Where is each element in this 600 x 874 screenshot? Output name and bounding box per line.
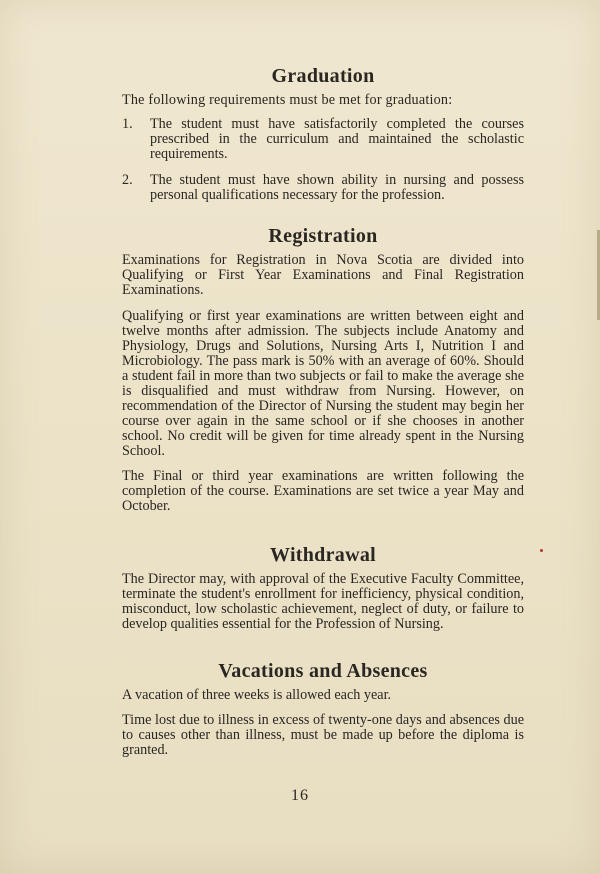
vacations-paragraph: Time lost due to illness in excess of twenty-one days and absences due to causes other than illness, must be made up before the diploma is granted.: [122, 712, 524, 758]
list-item-text: The student must have shown ability in nursing and possess personal qualifications necessary for the profession.: [150, 172, 524, 203]
graduation-intro: The following requirements must be met for graduation:: [122, 92, 453, 108]
page-content: [122, 60, 524, 758]
registration-paragraph: Examinations for Registration in Nova Scotia are divided into Qualifying or First Year Examinations and Final Registration Examinations.: [122, 252, 524, 298]
registration-heading: Registration: [268, 225, 378, 247]
page-number: 16: [291, 787, 309, 804]
list-item-number: 1.: [122, 116, 133, 132]
registration-paragraph: The Final or third year examinations are written following the completion of the course. Examinations are set twice a year May and October.: [122, 468, 524, 514]
list-item-text: The student must have satisfactorily completed the courses prescribed in the curriculum and maintained the scholastic requirements.: [150, 116, 524, 162]
ink-speck: [540, 549, 543, 552]
registration-paragraph: Qualifying or first year examinations are written between eight and twelve months after admission. The subjects include Anatomy and Physiology, Drugs and Solutions, Nursing Arts I, Nutrition I and Microbiology. The pass mark is 50% with an average of 60%. Should a student fail in more than two subjects or fail to make the average she is disqualified and must withdraw from Nursing. However, on recommendation of the Director of Nursing the student may begin her course over again in the same school or if she chooses in another school. No credit will be given for time already spent in the Nursing School.: [122, 308, 524, 459]
list-item: [122, 117, 524, 162]
withdrawal-paragraph: The Director may, with approval of the Executive Faculty Committee, terminate the student's enrollment for inefficiency, physical condition, misconduct, low scholastic achievement, neglect of duty, or failure to develop qualities essential for the Profession of Nursing.: [122, 571, 524, 632]
graduation-requirements-list: [122, 117, 524, 203]
list-item-number: 2.: [122, 172, 133, 188]
graduation-heading: Graduation: [271, 65, 375, 87]
vacations-heading: Vacations and Absences: [218, 660, 428, 682]
withdrawal-heading: Withdrawal: [270, 544, 376, 566]
vacations-paragraph: A vacation of three weeks is allowed each year.: [122, 687, 392, 703]
list-item: [122, 173, 524, 203]
